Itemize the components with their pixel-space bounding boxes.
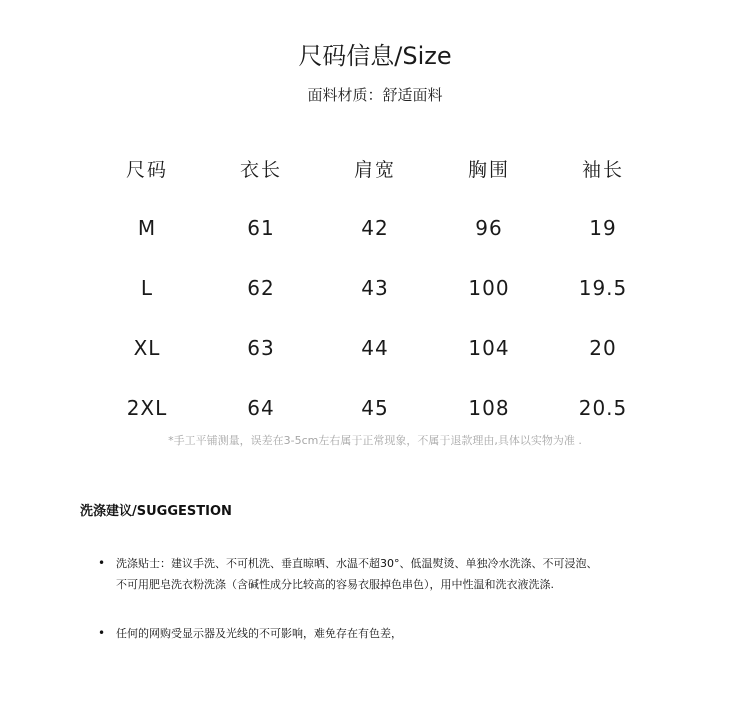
- chest-cell: 96: [475, 216, 503, 240]
- table-row: [90, 258, 660, 318]
- sleeve-cell: 20: [589, 336, 617, 360]
- column-header-chest: 胸围: [467, 158, 510, 181]
- length-cell: 62: [247, 276, 275, 300]
- sleeve-cell: 20.5: [578, 396, 628, 420]
- column-header-sleeve: 袖长: [581, 158, 624, 181]
- page-title: 尺码信息/Size: [298, 42, 452, 70]
- list-item: [98, 553, 738, 595]
- suggestion-text-line: 任何的网购受显示器及光线的不可影响，难免存在有色差，: [116, 627, 402, 640]
- bullet-icon: •: [98, 626, 106, 640]
- shoulder-cell: 43: [361, 276, 389, 300]
- table-header-row: [90, 138, 660, 198]
- size-cell: 2XL: [126, 396, 168, 420]
- suggestion-text-line: 不可用肥皂洗衣粉洗涤（含碱性成分比较高的容易衣服掉色串色），用中性温和洗衣液洗涤.: [116, 578, 554, 591]
- shoulder-cell: 45: [361, 396, 389, 420]
- column-header-size: 尺码: [125, 158, 168, 181]
- suggestion-text-line: 洗涤贴士：建议手洗、不可机洗、垂直晾晒、水温不超30°、低温熨烫、单独冷水洗涤、不可浸泡、: [116, 557, 598, 570]
- size-cell: XL: [133, 336, 161, 360]
- list-item: [98, 623, 738, 644]
- column-header-shoulder: 肩宽: [353, 158, 396, 181]
- measurement-note: *手工平铺测量，误差在3-5cm左右属于正常现象，不属于退款理由,具体以实物为准 .: [168, 434, 582, 447]
- sleeve-cell: 19.5: [578, 276, 628, 300]
- suggestion-list: [98, 553, 738, 644]
- shoulder-cell: 42: [361, 216, 389, 240]
- bullet-icon: •: [98, 556, 106, 570]
- column-header-length: 衣长: [239, 158, 282, 181]
- chest-cell: 108: [468, 396, 510, 420]
- table-row: [90, 318, 660, 378]
- length-cell: 64: [247, 396, 275, 420]
- fabric-info: 面料材质：舒适面料: [307, 86, 443, 104]
- sleeve-cell: 19: [589, 216, 617, 240]
- suggestion-title: 洗涤建议/SUGGESTION: [80, 504, 232, 519]
- shoulder-cell: 44: [361, 336, 389, 360]
- chest-cell: 104: [468, 336, 510, 360]
- table-row: [90, 198, 660, 258]
- size-cell: L: [140, 276, 154, 300]
- size-cell: M: [137, 216, 157, 240]
- length-cell: 61: [247, 216, 275, 240]
- chest-cell: 100: [468, 276, 510, 300]
- table-row: [90, 378, 660, 438]
- size-table: [90, 138, 660, 438]
- length-cell: 63: [247, 336, 275, 360]
